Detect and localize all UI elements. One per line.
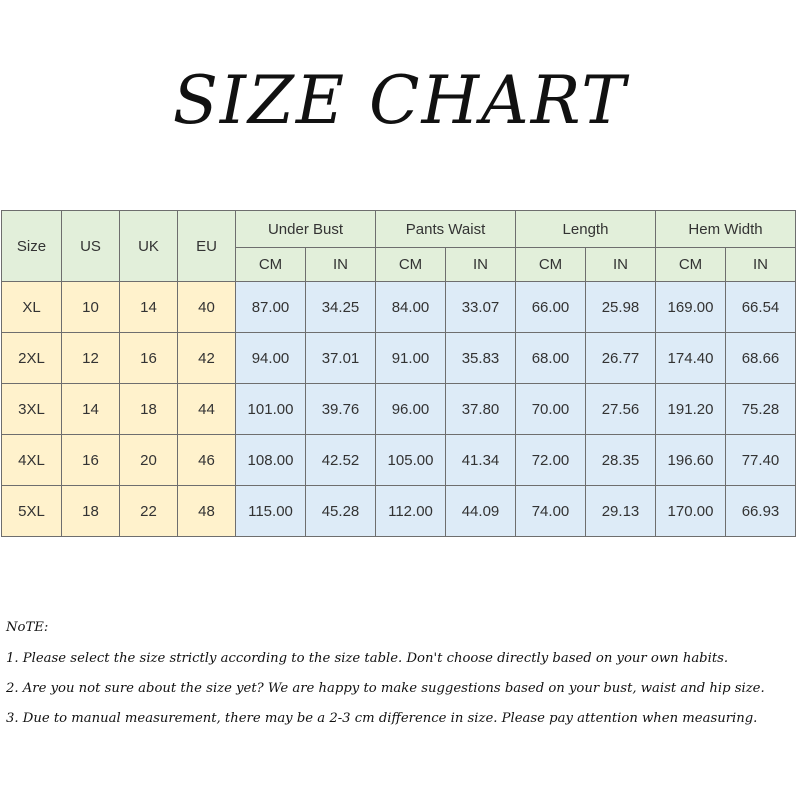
cell-under-bust-cm: 108.00: [236, 435, 306, 486]
cell-pants-waist-in: 44.09: [446, 486, 516, 537]
table-row: [2, 384, 796, 435]
cell-uk: 22: [120, 486, 178, 537]
cell-under-bust-cm: 101.00: [236, 384, 306, 435]
cell-hem-width-cm: 170.00: [656, 486, 726, 537]
cell-length-cm: 68.00: [516, 333, 586, 384]
cell-hem-width-in: 66.93: [726, 486, 796, 537]
size-table: [1, 210, 796, 537]
cell-uk: 20: [120, 435, 178, 486]
cell-us: 16: [62, 435, 120, 486]
cell-under-bust-cm: 115.00: [236, 486, 306, 537]
cell-pants-waist-in: 35.83: [446, 333, 516, 384]
cell-size: 5XL: [2, 486, 62, 537]
table-row: [2, 486, 796, 537]
cell-pants-waist-in: 37.80: [446, 384, 516, 435]
header-uk: UK: [120, 211, 178, 282]
cell-pants-waist-in: 41.34: [446, 435, 516, 486]
cell-hem-width-cm: 169.00: [656, 282, 726, 333]
cell-under-bust-in: 34.25: [306, 282, 376, 333]
cell-length-in: 25.98: [586, 282, 656, 333]
header-under-bust: Under Bust: [236, 211, 376, 248]
cell-uk: 14: [120, 282, 178, 333]
cell-pants-waist-cm: 96.00: [376, 384, 446, 435]
cell-length-in: 28.35: [586, 435, 656, 486]
cell-pants-waist-cm: 91.00: [376, 333, 446, 384]
note-line: 1. Please select the size strictly according to the size table. Don't choose directly based on your own habits.: [6, 651, 729, 666]
cell-uk: 18: [120, 384, 178, 435]
cell-size: 2XL: [2, 333, 62, 384]
unit-header: IN: [726, 248, 796, 282]
unit-header: CM: [376, 248, 446, 282]
header-hem-width: Hem Width: [656, 211, 796, 248]
header-us: US: [62, 211, 120, 282]
cell-length-cm: 66.00: [516, 282, 586, 333]
cell-us: 12: [62, 333, 120, 384]
notes-heading: NoTE:: [6, 620, 49, 635]
notes-section: [6, 620, 796, 741]
unit-header: IN: [446, 248, 516, 282]
cell-hem-width-in: 75.28: [726, 384, 796, 435]
cell-length-cm: 72.00: [516, 435, 586, 486]
cell-under-bust-in: 39.76: [306, 384, 376, 435]
cell-eu: 46: [178, 435, 236, 486]
cell-length-in: 26.77: [586, 333, 656, 384]
table-row: [2, 282, 796, 333]
header-pants-waist: Pants Waist: [376, 211, 516, 248]
cell-pants-waist-in: 33.07: [446, 282, 516, 333]
table-row: [2, 435, 796, 486]
cell-hem-width-cm: 191.20: [656, 384, 726, 435]
table-header-row: [2, 211, 796, 248]
unit-header: CM: [656, 248, 726, 282]
page-title: SIZE CHART: [172, 62, 628, 139]
cell-us: 18: [62, 486, 120, 537]
unit-header: IN: [586, 248, 656, 282]
table-row: [2, 333, 796, 384]
cell-pants-waist-cm: 112.00: [376, 486, 446, 537]
note-line: 3. Due to manual measurement, there may be a 2-3 cm difference in size. Please pay attention when measuring.: [6, 711, 758, 726]
cell-hem-width-in: 66.54: [726, 282, 796, 333]
cell-eu: 48: [178, 486, 236, 537]
cell-length-cm: 74.00: [516, 486, 586, 537]
cell-size: 3XL: [2, 384, 62, 435]
unit-header: IN: [306, 248, 376, 282]
unit-header: CM: [516, 248, 586, 282]
cell-under-bust-in: 45.28: [306, 486, 376, 537]
cell-uk: 16: [120, 333, 178, 384]
cell-eu: 42: [178, 333, 236, 384]
cell-length-in: 29.13: [586, 486, 656, 537]
note-line: 2. Are you not sure about the size yet? We are happy to make suggestions based on your bust, waist and hip size.: [6, 681, 765, 696]
cell-length-cm: 70.00: [516, 384, 586, 435]
unit-header: CM: [236, 248, 306, 282]
cell-us: 14: [62, 384, 120, 435]
cell-size: 4XL: [2, 435, 62, 486]
cell-hem-width-cm: 174.40: [656, 333, 726, 384]
cell-pants-waist-cm: 84.00: [376, 282, 446, 333]
cell-under-bust-cm: 87.00: [236, 282, 306, 333]
cell-us: 10: [62, 282, 120, 333]
cell-hem-width-cm: 196.60: [656, 435, 726, 486]
cell-under-bust-in: 37.01: [306, 333, 376, 384]
cell-under-bust-cm: 94.00: [236, 333, 306, 384]
cell-under-bust-in: 42.52: [306, 435, 376, 486]
header-eu: EU: [178, 211, 236, 282]
cell-eu: 40: [178, 282, 236, 333]
cell-pants-waist-cm: 105.00: [376, 435, 446, 486]
header-size: Size: [2, 211, 62, 282]
cell-length-in: 27.56: [586, 384, 656, 435]
header-length: Length: [516, 211, 656, 248]
cell-hem-width-in: 68.66: [726, 333, 796, 384]
cell-size: XL: [2, 282, 62, 333]
cell-hem-width-in: 77.40: [726, 435, 796, 486]
cell-eu: 44: [178, 384, 236, 435]
